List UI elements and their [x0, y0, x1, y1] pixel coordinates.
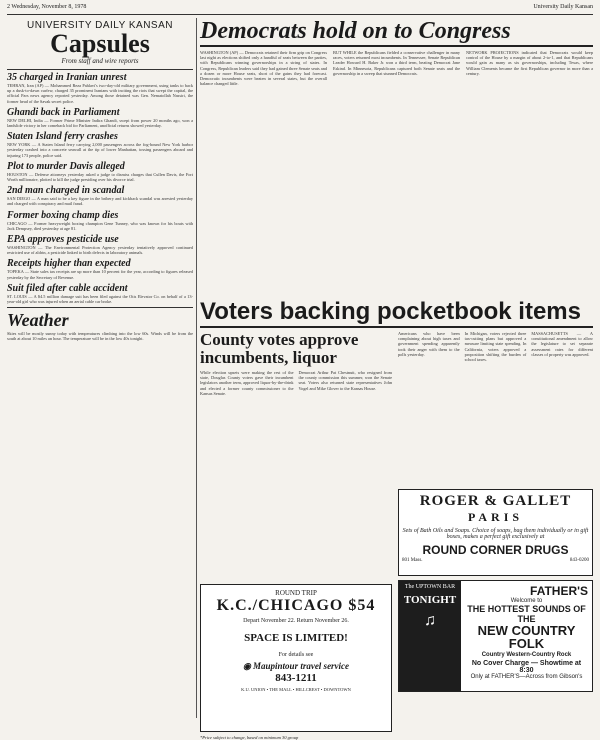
capsule-body: NEW DELHI, India — Former Prime Minister Indira Ghandi, swept from power 20 months ago, won a landslide victory in her comeback bid for Parliament, unofficial returns showed yesterday.: [7, 117, 193, 129]
lead-column: BUT WHILE the Republicans fielded a conservative challenger in many races, voters returned most incumbents. In Tennessee, Senate Republican Leader Howard H. Baker Jr. won a third term, beating Democrat Jane Eskind. In Minnesota, Republicans captured both Senate seats and the governorship in a sweep that stunned Democrats.: [333, 50, 460, 76]
capsule-headline: EPA approves pesticide use: [7, 234, 119, 246]
globe-icon: ◉: [242, 661, 251, 671]
kc-limited: SPACE IS LIMITED!: [244, 632, 348, 644]
capsule-body: WASHINGTON — The Environmental Protection Agency yesterday tentatively approved continued restricted use of aldrin, a pesticide linked to birth defects in laboratory animals.: [7, 245, 193, 256]
header-rule: [7, 14, 593, 15]
guitar-icon: ♫: [424, 612, 436, 629]
pocketbook-story: [398, 331, 593, 486]
uptown-hottest: THE HOTTEST SOUNDS OF THE: [467, 604, 586, 624]
capsule-body: TOPEKA — State sales tax receipts are up more than 10 percent for the year, according to figures released yesterday by the Secretary of Revenue.: [7, 269, 193, 280]
county-column: Democrat Arthur Pat Chestnutt, who resigned from the county commission this summer, won the Senate seat. Voters also returned state representatives John Vogel and Mike Glover to the Kansas House.: [298, 370, 392, 391]
capsule-story: [7, 161, 193, 182]
divider: [200, 45, 593, 47]
page-header: [7, 4, 593, 13]
uptown-band: Country Western-Country Rock: [481, 652, 572, 658]
capsule-story: [7, 107, 193, 128]
capsule-headline: Ghandi back in Parliament: [7, 106, 120, 118]
lead-story: [200, 50, 593, 295]
capsules-brand: UNIVERSITY DAILY KANSAN: [27, 20, 173, 31]
capsule-headline: Staten Island ferry crashes: [7, 131, 118, 143]
county-story: [200, 370, 392, 580]
capsules-column: [7, 18, 193, 720]
divider: [200, 326, 593, 328]
capsule-headline: Suit filed after cable accident: [7, 282, 128, 294]
capsule-body: SAN DIEGO — A man said to be a key figure in the bribery and kickback scandal was arrested yesterday and charged with conspiracy and mail fraud.: [7, 196, 193, 207]
divider: [7, 307, 193, 308]
pocketbook-column: Americans who have been complaining about high taxes and government spending apparently took their anger with them to the polls yesterday.: [398, 331, 460, 357]
travel-agent-phone: 843-1211: [275, 672, 317, 684]
page-header-right: University Daily Kansan: [533, 4, 593, 10]
weather-headline: Weather: [7, 310, 69, 331]
kc-route: K.C./CHICAGO $54: [216, 597, 376, 614]
pocketbook-column: In Michigan, voters rejected three tax-cutting plans but approved a measure limiting state spending. In California, voters approved a proposition shifting the burden of school taxes.: [464, 331, 527, 363]
capsule-story: [7, 131, 193, 158]
capsule-story: [7, 210, 193, 231]
fine-print: *Price subject to change, based on minimum 30 group: [200, 735, 299, 740]
capsule-body: HOUSTON — Defense attorneys yesterday asked a judge to dismiss charges that Cullen Davis, the Fort Worth millionaire, plotted to kill the judge presiding over his divorce trial.: [7, 171, 193, 183]
kc-chicago-ad: [200, 584, 392, 732]
store-address: 801 Mass.: [402, 558, 423, 563]
capsules-subtitle: From staff and wire reports: [61, 57, 139, 65]
lead-headline: Democrats hold on to Congress: [200, 18, 511, 44]
capsule-body: NEW YORK — A Staten Island ferry carrying 2,000 passengers across the fog-bound New York harbor yesterday crashed into a concrete seawall at the tip of lower Manhattan, tossing passengers aboard and injuring 173 people, police said.: [7, 142, 193, 158]
uptown-location: Only at FATHER'S—Across from Gibson's: [470, 674, 583, 680]
capsule-story: [7, 234, 193, 255]
capsules-title: Capsules: [50, 29, 150, 58]
capsule-headline: Former boxing champ dies: [7, 209, 119, 221]
second-headline: Voters backing pocketbook items: [200, 298, 581, 325]
capsule-story: [7, 72, 193, 104]
capsule-story: [7, 258, 193, 279]
roger-gallet-city: PARIS: [467, 510, 524, 524]
store-contact: [402, 558, 589, 563]
roger-gallet-ad: [398, 489, 593, 576]
weather-body: Skies will be mostly sunny today with temperatures climbing into the low 60s. Winds will be from the south at about 10 miles an hour. The temperature will be in the low 40s tonight.: [7, 331, 193, 342]
lower-section: [200, 330, 594, 740]
uptown-bar-ad: [398, 580, 593, 692]
capsule-body: CHICAGO — Former heavyweight boxing champion Gene Tunney, who was known for his bouts with Jack Dempsey, died yesterday at age 81.: [7, 220, 193, 231]
county-headline: County votes approve incumbents, liquor: [200, 330, 359, 367]
capsule-story: [7, 185, 193, 206]
kc-roundtrip: ROUND TRIP: [275, 589, 317, 597]
capsule-headline: 35 charged in Iranian unrest: [7, 72, 127, 83]
column-divider: [196, 18, 197, 718]
page-header-left: 2 Wednesday, November 8, 1978: [7, 4, 87, 10]
pocketbook-and-ads-section: [398, 331, 593, 733]
capsule-headline: Receipts higher than expected: [7, 258, 131, 270]
uptown-tag: The UPTOWN BAR: [404, 584, 456, 590]
travel-agent: [205, 661, 387, 672]
uptown-tonight: TONIGHT: [403, 594, 457, 606]
roger-gallet-copy: Sets of Bath Oils and Soaps. Choice of soaps, bag them individually or in gift boxes, makes a perfect gift exclusively at: [402, 528, 589, 540]
county-and-kc-section: [200, 330, 392, 740]
pocketbook-column: MASSACHUSETTS — A constitutional amendment to allow the legislature to set separate assessment rates for different classes of property was approved.: [531, 331, 594, 357]
uptown-cover: No Cover Charge — Showtime at 8:30: [471, 660, 582, 674]
uptown-welcome: Welcome to: [510, 598, 543, 604]
fathers-logo: FATHER'S: [530, 584, 588, 598]
travel-agent-locations: K.U. UNION • THE MALL • HILLCREST • DOWNTOWN: [241, 687, 351, 692]
roger-gallet-name: ROGER & GALLET: [419, 493, 572, 509]
capsule-body: TEHRAN, Iran (AP) — Mohammed Reza Pahlavi's two-day-old military government, using tanks to back up a dusk-to-dawn curfew, charged 35 prominent Iranians with inciting the riots that swept the capital, the official Pars news agency reported yesterday. Among those detained was Gen. Nematollah Nassiri, the former head of the Savak secret police.: [7, 83, 193, 104]
lead-column: NETWORK PROJECTIONS indicated that Democrats would keep control of the House by a margin of about 2-to-1, and that Republicans would gain as many as six governorships, including Texas, where William Clements became the first Republican governor in more than a century.: [466, 50, 593, 76]
lead-column: WASHINGTON (AP) — Democrats retained their firm grip on Congress last night as elections shifted only a handful of seats between the parties, with Republicans winning governorships in a string of states. In Congress, Republican leaders said they had gained three Senate seats and a dozen or more House seats, short of the gains they had forecast. Democratic incumbents were beaten in several states, but the overall balance changed little.: [200, 50, 327, 87]
kc-dates: Depart November 22. Return November 26.: [243, 618, 349, 624]
capsule-headline: 2nd man charged in scandal: [7, 185, 125, 197]
kc-details: For details see: [278, 652, 314, 658]
capsule-headline: Plot to murder Davis alleged: [7, 160, 125, 172]
capsule-story: [7, 283, 193, 304]
travel-agent-name: Maupintour travel service: [253, 661, 350, 671]
store-phone: 843-0200: [569, 558, 589, 563]
store-name: ROUND CORNER DRUGS: [422, 543, 569, 557]
uptown-banner: [399, 581, 461, 691]
county-column: While election upsets were making the rest of the state, Douglas County voters gave their incumbent legislators another term, approved liquor-by-the-drink and elected a former county commissioner to the Kansas Senate.: [200, 370, 294, 396]
uptown-copy: [461, 581, 592, 691]
divider: [7, 69, 193, 70]
main-content: [200, 18, 594, 740]
uptown-country: NEW COUNTRY FOLK: [477, 623, 576, 651]
capsule-body: ST. LOUIS — A $4.5 million damage suit has been filed against the Otis Elevator Co. on behalf of a 13-year-old girl who was injured when an aerial cable car broke.: [7, 293, 193, 305]
